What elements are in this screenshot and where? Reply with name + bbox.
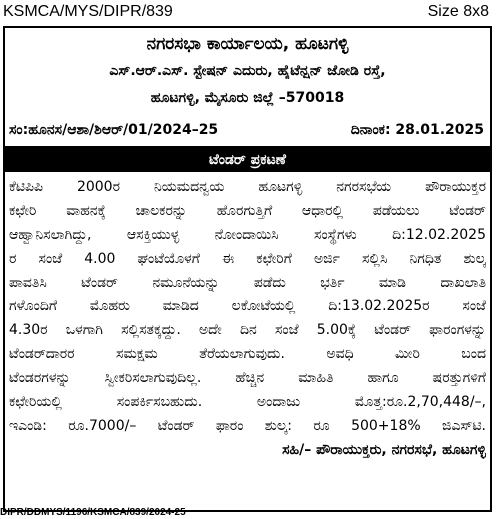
office-address-line1: ಎಸ್.ಆರ್.ಎಸ್. ಸ್ಟೇಷನ್ ಎದುರು, ಹೈಟೆನ್ಷನ್ ಜೋಡಿ ರಸ್ತೆ, [109, 63, 386, 79]
body-line: ಟೆಂಡರ್‌ದಾರರ ಸಮಕ್ಷಮ ತೆರೆಯಲಾಗುವುದು. ಅವಧಿ ಮೀರಿ ಬಂದ [9, 346, 486, 363]
notice-body [9, 176, 486, 463]
notice-frame [3, 26, 492, 512]
reference-row [5, 120, 490, 142]
top-bar [0, 0, 497, 24]
office-name: ನಗರಸಭಾ ಕಾರ್ಯಾಲಯ, ಹೂಟಗಳ್ಳಿ [146, 34, 349, 54]
notice-header [5, 28, 490, 147]
ad-code: KSMCA/MYS/DIPR/839 [3, 3, 173, 20]
body-line: ಟೆಂಡರಗಳನ್ನು ಸ್ವೀಕರಿಸಲಾಗುವುದಿಲ್ಲ. ಹೆಚ್ಚಿನ ಮಾಹಿತಿ ಹಾಗೂ ಷರತ್ತುಗಳಿಗೆ [9, 370, 486, 387]
notice-date: ದಿನಾಂಕ: 28.01.2025 [350, 122, 484, 138]
body-line: ಕಛೇರಿ ವಾಹನಕ್ಕೆ ಚಾಲಕರನ್ನು ಹೊರಗುತ್ತಿಗೆ ಆಧಾರಲ್ಲಿ ಪಡೆಯಲು ಟೆಂಡರ್ [9, 202, 486, 219]
signature-line: ಸಹಿ/– ಪೌರಾಯುಕ್ತರು, ನಗರಸಭೆ, ಹೂಟಗಳ್ಳಿ [282, 441, 486, 458]
body-line: ಆಹ್ವಾನಿಸಲಾಗಿದ್ದು, ಆಸಕ್ತಿಯುಳ್ಳ ನೋಂದಾಯಿಸಿ ಸಂಸ್ಥೆಗಳು ದಿ:12.02.2025 [9, 226, 486, 243]
dipr-footer-code: DIPR/DDMYS/1196/KSMCA/839/2024-25 [0, 507, 186, 518]
body-line: ಪಾವತಿಸಿ ಟೆಂಡರ್ ನಮೂನೆಯನ್ನು ಪಡೆದು ಭರ್ತಿ ಮಾಡಿ ದಾಖಲಾತಿ [9, 274, 486, 291]
body-line: ಕಛೇರಿಯಲ್ಲಿ ಸಂಪರ್ಕಿಸಬಹುದು. ಅಂದಾಜು ಮೊತ್ತ:ರೂ.2,70,448/–, [9, 394, 486, 411]
body-line: ರ ಸಂಜೆ 4.00 ಘಂಟೆಯೊಳಗೆ ಈ ಕಛೇರಿಗೆ ಅರ್ಜಿ ಸಲ್ಲಿಸಿ ನಿಗಧಿತ ಶುಲ್ಕ [9, 250, 486, 267]
notice-title: ಟೆಂಡರ್ ಪ್ರಕಟಣೆ [5, 148, 490, 172]
body-line: ಇಎಂಡಿ: ರೂ.7000/– ಟೆಂಡರ್ ಫಾರಂ ಶುಲ್ಕ: ರೂ 500+18% ಜಿಎಸ್‌ಟಿ. [9, 417, 486, 434]
ad-size: Size 8x8 [427, 3, 489, 20]
office-address-line2: ಹೂಟಗಳ್ಳಿ, ಮೈಸೂರು ಜಿಲ್ಲೆ –570018 [150, 90, 345, 106]
body-line: ಕೆಟಿಪಿಪಿ 2000ರ ನಿಯಮದನ್ವಯ ಹೂಟಗಳ್ಳಿ ನಗರಸಭೆಯ ಪೌರಾಯುಕ್ತರ [9, 179, 486, 195]
body-line: ಗಳೊಂದಿಗೆ ಮೊಹರು ಮಾಡಿದ ಲಕೋಟೆಯಲ್ಲಿ ದಿ:13.02.2025ರ ಸಂಜೆ [9, 298, 486, 315]
reference-number: ಸಂ:ಹೂನಸ/ಆಶಾ/ಶಿಆರ್/01/2024–25 [9, 122, 219, 138]
body-line: 4.30ರ ಒಳಗಾಗಿ ಸಲ್ಲಿಸತಕ್ಕದ್ದು. ಅದೇ ದಿನ ಸಂಜೆ 5.00ಕ್ಕೆ ಟೆಂಡರ್ ಫಾರಂಗಳನ್ನು [9, 322, 486, 339]
